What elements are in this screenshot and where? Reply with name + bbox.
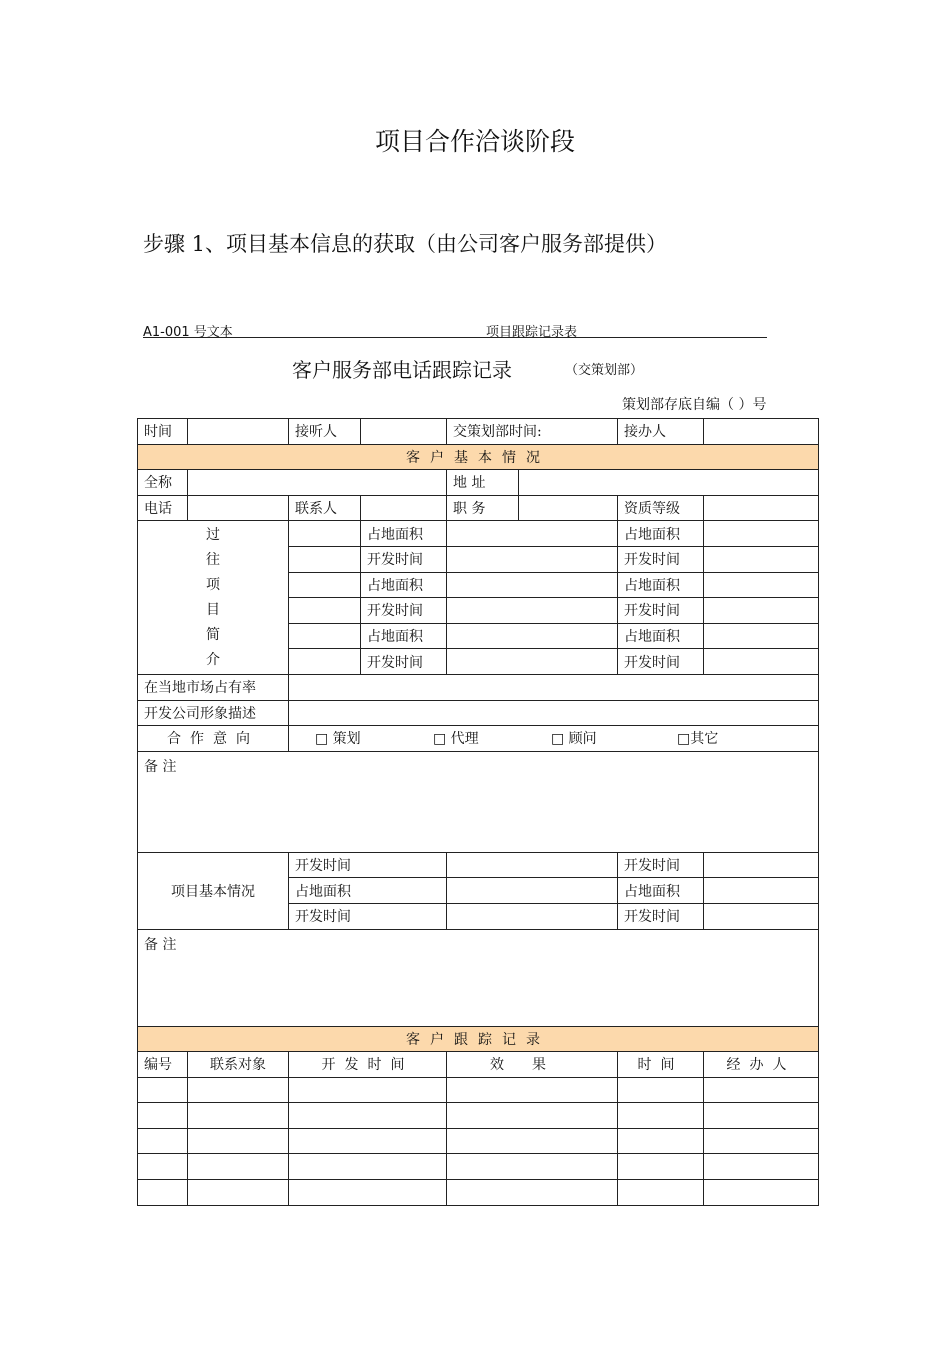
field-address[interactable]: [519, 470, 819, 496]
header-result: 效果: [447, 1052, 618, 1078]
field-qualification[interactable]: [704, 495, 819, 521]
field-past-project-b[interactable]: [704, 623, 819, 649]
tracking-cell[interactable]: [138, 1077, 188, 1103]
tracking-row: [138, 1103, 819, 1129]
past-projects-char: 过: [206, 526, 220, 543]
label-phone: 电话: [138, 495, 188, 521]
past-projects-char: 目: [206, 601, 220, 618]
field-past-project-name[interactable]: [289, 546, 361, 572]
tracking-row: [138, 1128, 819, 1154]
form-row-company-image: [138, 700, 819, 726]
tracking-cell[interactable]: [138, 1154, 188, 1180]
header-time: 时间: [618, 1052, 704, 1078]
label-position: 职 务: [447, 495, 519, 521]
form-row-phone: [138, 495, 819, 521]
tracking-cell[interactable]: [188, 1128, 289, 1154]
form-subtitle: 客户服务部电话跟踪记录: [292, 358, 512, 382]
past-project-label-b: 开发时间: [618, 649, 704, 675]
tracking-row: [138, 1077, 819, 1103]
past-project-label-b: 占地面积: [618, 623, 704, 649]
field-past-project-a[interactable]: [447, 572, 618, 598]
tracking-cell[interactable]: [188, 1103, 289, 1129]
field-past-project-b[interactable]: [704, 598, 819, 624]
field-past-project-a[interactable]: [447, 649, 618, 675]
form-row-name: [138, 470, 819, 496]
field-past-project-a[interactable]: [447, 598, 618, 624]
field-past-project-a[interactable]: [447, 546, 618, 572]
past-project-row: [138, 521, 819, 547]
field-past-project-name[interactable]: [289, 598, 361, 624]
label-qualification: 资质等级: [618, 495, 704, 521]
field-company-image[interactable]: [289, 700, 819, 726]
option-agency-checkbox[interactable]: □ 代理: [433, 731, 479, 748]
field-market-share[interactable]: [289, 674, 819, 700]
field-remarks[interactable]: [138, 751, 819, 852]
project-basic-label-a: 开发时间: [289, 903, 447, 929]
page-title: 项目合作洽谈阶段: [374, 127, 575, 156]
label-time: 时间: [138, 419, 188, 445]
past-project-label-a: 开发时间: [361, 546, 447, 572]
tracking-cell[interactable]: [618, 1154, 704, 1180]
form-row-market-share: [138, 674, 819, 700]
tracking-cell[interactable]: [618, 1077, 704, 1103]
tracking-cell[interactable]: [447, 1128, 618, 1154]
tracking-cell[interactable]: [289, 1077, 447, 1103]
form-row-remarks-2: [138, 929, 819, 1026]
past-project-label-a: 开发时间: [361, 598, 447, 624]
tracking-cell[interactable]: [188, 1180, 289, 1206]
field-contact[interactable]: [361, 495, 447, 521]
label-address: 地 址: [447, 470, 519, 496]
header-number: 编号: [138, 1052, 188, 1078]
past-project-label-b: 开发时间: [618, 546, 704, 572]
field-past-project-b[interactable]: [704, 649, 819, 675]
section-customer-tracking: 客户跟踪记录: [138, 1026, 819, 1052]
header-contact-target: 联系对象: [188, 1052, 289, 1078]
tracking-cell[interactable]: [289, 1103, 447, 1129]
tracking-form-table: [137, 418, 819, 1206]
field-past-project-name[interactable]: [289, 623, 361, 649]
field-past-project-a[interactable]: [447, 623, 618, 649]
option-consulting-checkbox[interactable]: □ 顾问: [551, 731, 597, 748]
section-customer-basic: 客户基本情况: [138, 444, 819, 470]
field-past-project-name[interactable]: [289, 649, 361, 675]
document-code: A1-001 号文本: [143, 325, 233, 340]
field-receiver[interactable]: [361, 419, 447, 445]
past-projects-char: 项: [206, 576, 220, 593]
tracking-cell[interactable]: [138, 1180, 188, 1206]
label-past-projects: [138, 521, 289, 675]
label-full-name: 全称: [138, 470, 188, 496]
label-market-share: 在当地市场占有率: [138, 674, 289, 700]
tracking-cell[interactable]: [188, 1077, 289, 1103]
field-position[interactable]: [519, 495, 618, 521]
label-company-image: 开发公司形象描述: [138, 700, 289, 726]
past-project-label-b: 开发时间: [618, 598, 704, 624]
tracking-cell[interactable]: [447, 1103, 618, 1129]
header-dev-time: 开发时间: [289, 1052, 447, 1078]
tracking-cell[interactable]: [618, 1128, 704, 1154]
tracking-header-row: [138, 1052, 819, 1078]
past-project-label-a: 开发时间: [361, 649, 447, 675]
field-handler[interactable]: [704, 419, 819, 445]
field-time[interactable]: [188, 419, 289, 445]
tracking-cell[interactable]: [704, 1128, 819, 1154]
field-past-project-name[interactable]: [289, 572, 361, 598]
tracking-cell[interactable]: [138, 1103, 188, 1129]
step-heading: 步骤 1、项目基本信息的获取（由公司客户服务部提供）: [143, 232, 668, 256]
tracking-cell[interactable]: [704, 1077, 819, 1103]
document-code-line: [143, 321, 767, 338]
field-project-basic-a[interactable]: [447, 852, 618, 878]
tracking-cell[interactable]: [188, 1154, 289, 1180]
label-contact: 联系人: [289, 495, 361, 521]
past-projects-char: 简: [206, 626, 220, 643]
tracking-cell[interactable]: [704, 1154, 819, 1180]
past-projects-char: 往: [206, 551, 220, 568]
tracking-cell[interactable]: [447, 1180, 618, 1206]
field-project-basic-b[interactable]: [704, 903, 819, 929]
project-basic-label-a: 占地面积: [289, 878, 447, 904]
option-planning-checkbox[interactable]: □ 策划: [315, 731, 361, 748]
tracking-cell[interactable]: [618, 1180, 704, 1206]
field-remarks-2[interactable]: [138, 929, 819, 1026]
label-handover-time: 交策划部时间:: [447, 419, 618, 445]
tracking-row: [138, 1154, 819, 1180]
field-past-project-b[interactable]: [704, 546, 819, 572]
form-name: 项目跟踪记录表: [486, 325, 578, 340]
label-remarks: 备 注: [144, 758, 177, 775]
form-row-remarks: [138, 751, 819, 852]
field-project-basic-b[interactable]: [704, 852, 819, 878]
field-past-project-b[interactable]: [704, 572, 819, 598]
field-project-basic-b[interactable]: [704, 878, 819, 904]
tracking-cell[interactable]: [447, 1154, 618, 1180]
tracking-cell[interactable]: [138, 1128, 188, 1154]
past-project-label-a: 占地面积: [361, 623, 447, 649]
tracking-cell[interactable]: [618, 1103, 704, 1129]
past-projects-char: 介: [206, 651, 220, 668]
header-handler: 经办人: [704, 1052, 819, 1078]
tracking-cell[interactable]: [289, 1128, 447, 1154]
field-phone[interactable]: [188, 495, 289, 521]
option-other-checkbox[interactable]: □其它: [677, 731, 719, 748]
form-row-cooperation: [138, 726, 819, 752]
tracking-cell[interactable]: [447, 1077, 618, 1103]
project-basic-label-a: 开发时间: [289, 852, 447, 878]
label-project-basic: 项目基本情况: [138, 852, 289, 929]
past-project-label-a: 占地面积: [361, 572, 447, 598]
field-past-project-name[interactable]: [289, 521, 361, 547]
project-basic-row: [138, 852, 819, 878]
tracking-row: [138, 1180, 819, 1206]
tracking-cell[interactable]: [289, 1154, 447, 1180]
project-basic-label-b: 占地面积: [618, 878, 704, 904]
label-remarks-2: 备 注: [144, 936, 177, 953]
tracking-cell[interactable]: [704, 1180, 819, 1206]
label-handler: 接办人: [618, 419, 704, 445]
tracking-cell[interactable]: [704, 1103, 819, 1129]
label-receiver: 接听人: [289, 419, 361, 445]
field-full-name[interactable]: [188, 470, 447, 496]
project-basic-label-b: 开发时间: [618, 903, 704, 929]
field-past-project-a[interactable]: [447, 521, 618, 547]
field-project-basic-a[interactable]: [447, 878, 618, 904]
form-subtitle-note: （交策划部）: [565, 363, 644, 378]
label-cooperation-intent: 合作意向: [138, 726, 289, 752]
field-past-project-b[interactable]: [704, 521, 819, 547]
project-basic-label-b: 开发时间: [618, 852, 704, 878]
form-row-header: [138, 419, 819, 445]
tracking-cell[interactable]: [289, 1180, 447, 1206]
cooperation-options: [289, 726, 819, 752]
past-project-label-a: 占地面积: [361, 521, 447, 547]
field-project-basic-a[interactable]: [447, 903, 618, 929]
past-project-label-b: 占地面积: [618, 572, 704, 598]
past-project-label-b: 占地面积: [618, 521, 704, 547]
serial-number-line: 策划部存底自编（ ）号: [622, 397, 767, 413]
